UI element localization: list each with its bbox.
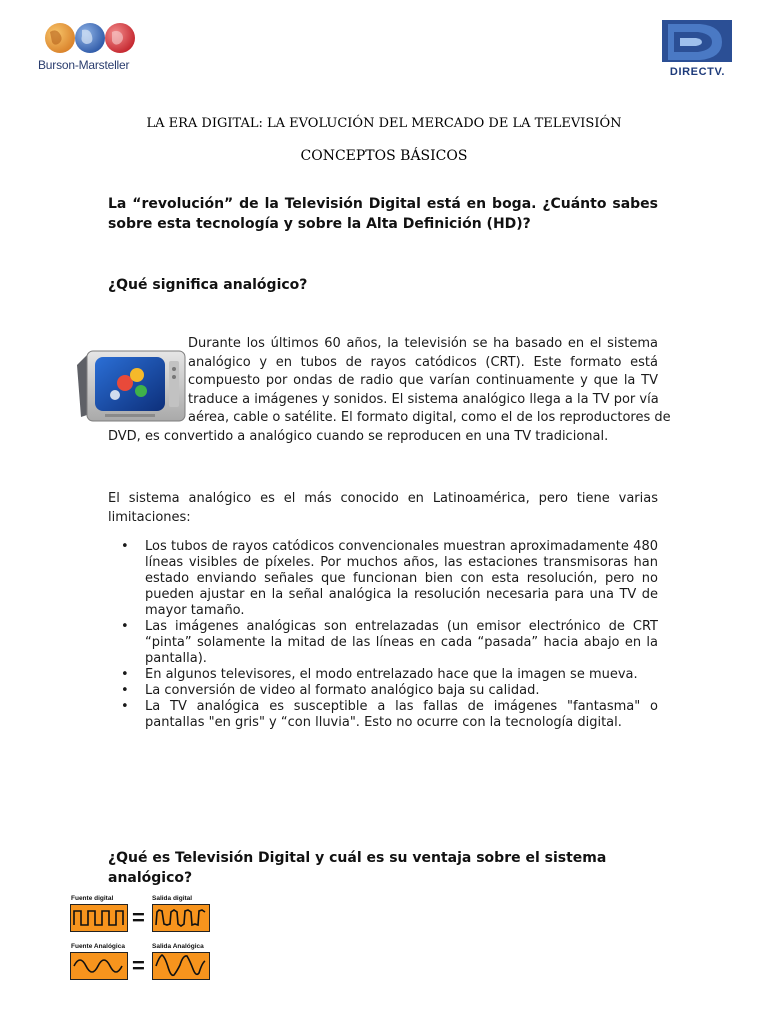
intro-paragraph: La “revolución” de la Televisión Digital está en boga. ¿Cuánto sabes sobre esta tecnología y sobre la Alta Definición (HD)? [108,196,658,232]
signal-diagram [68,895,228,990]
heading-digital: ¿Qué es Televisión Digital y cuál es su ventaja sobre el sistema analógico? [108,850,607,886]
digital-source-box [70,904,128,932]
equals-icon: = [132,905,145,930]
bullet-icon: • [121,539,129,554]
directv-logo [660,18,735,80]
bullet-icon: • [121,699,129,714]
list-item: • La TV analógica es susceptible a las fallas de imágenes "fantasma" o pantallas "en gris" y “con lluvia". Esto no ocurre con la tecnología digital. [121,699,658,730]
tv-paragraph-line: analógico y en tubos de rayos catódicos (CRT). Este formato está [188,354,658,370]
burson-marsteller-wordmark: Burson-Marsteller [38,58,130,72]
analog-output-label: Salida Analógica [152,943,204,950]
globes-icon [38,20,148,56]
bullet-icon: • [121,667,129,682]
document-subtitle: CONCEPTOS BÁSICOS [300,148,468,164]
limitations-paragraph: El sistema analógico es el más conocido en Latinoamérica, pero tiene varias limitaciones: [108,491,658,525]
heading-analog: ¿Qué significa analógico? [108,277,308,293]
digital-output-label: Salida digital [152,895,193,902]
tv-paragraph-line: DVD, es convertido a analógico cuando se reproducen en una TV tradicional. [108,428,609,444]
sine-wave-icon [71,953,126,978]
crt-television-icon [75,347,187,427]
tv-paragraph-line: aérea, cable o satélite. El formato digital, como el de los reproductores de [188,410,671,425]
analog-source-box [70,952,128,980]
list-item: • En algunos televisores, el modo entrelazado hace que la imagen se mueva. [121,667,638,682]
limitations-list [108,539,658,731]
tv-paragraph-line: Durante los últimos 60 años, la televisión se ha basado en el sistema [188,336,658,351]
list-item: • La conversión de video al formato analógico baja su calidad. [121,683,540,698]
tv-paragraph-line: compuesto por ondas de radio que varían continuamente y que la TV [188,373,658,388]
burson-marsteller-logo [38,20,168,75]
analog-output-box [152,952,210,980]
directv-wordmark: DIRECTV. [669,66,726,78]
bullet-icon: • [121,619,129,634]
distorted-sine-wave-icon [153,953,208,978]
equals-icon: = [132,953,145,978]
square-wave-icon [71,905,126,930]
digital-source-label: Fuente digital [71,895,114,902]
analog-source-label: Fuente Analógica [71,943,125,950]
document-title: LA ERA DIGITAL: LA EVOLUCIÓN DEL MERCADO DE LA TELEVISIÓN [146,116,622,131]
bullet-icon: • [121,683,129,698]
digital-output-box [152,904,210,932]
list-item: • Los tubos de rayos catódicos convencionales muestran aproximadamente 480 líneas visibles de píxeles. Por muchos años, las estaciones transmisoras han estado enviando señales que funcionan bien con esta resolución, pero no pueden ajustar en la señal analógica la resolución necesaria para una TV de mayor tamaño. [121,539,658,618]
list-item: • Las imágenes analógicas son entrelazadas (un emisor electrónico de CRT “pinta” solamente la mitad de las líneas en cada “pasada” hacia abajo en la pantalla). [121,619,658,666]
directv-cyclone-icon [660,18,735,64]
noisy-square-wave-icon [153,905,208,930]
tv-paragraph-line: traduce a imágenes y sonidos. El sistema analógico llega a la TV por vía [188,391,659,407]
